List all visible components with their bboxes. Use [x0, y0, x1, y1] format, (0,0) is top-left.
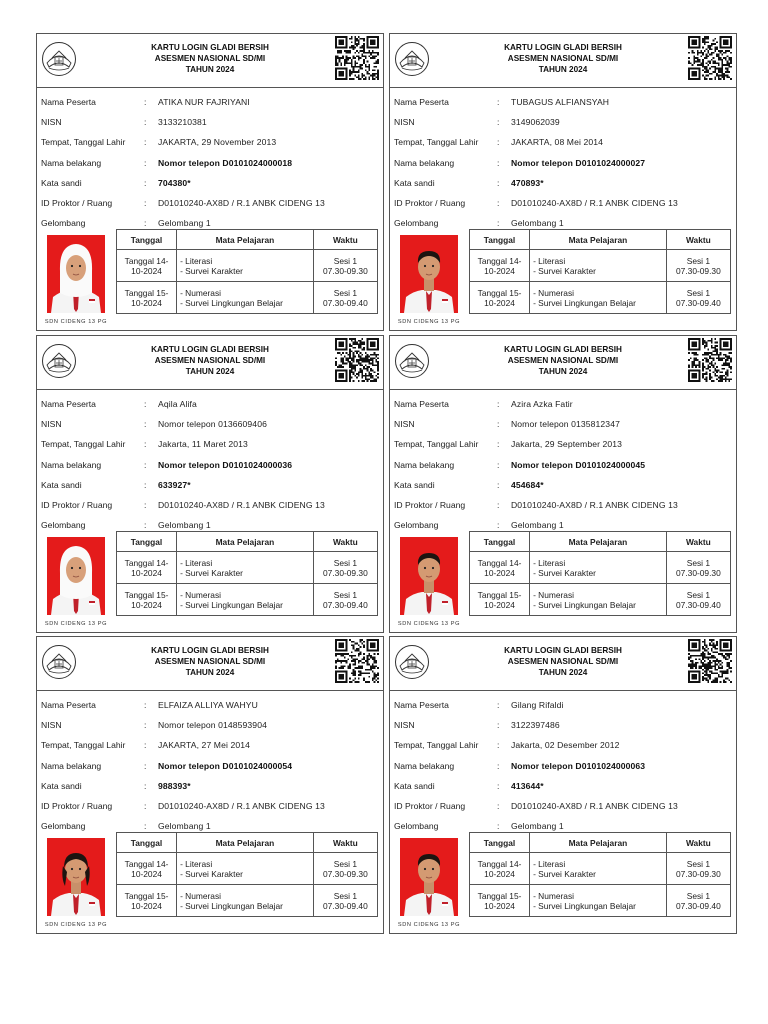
label-gelombang: Gelombang	[394, 520, 439, 531]
value-sandi: 454684*	[511, 479, 544, 490]
value-gelombang: Gelombang 1	[511, 218, 564, 229]
cell-waktu: Sesi 1 07.30-09.30	[666, 552, 730, 584]
participant-info	[41, 695, 381, 836]
row-belakang: Nama belakang : Nomor telepon D0101024000054	[41, 760, 293, 771]
cell-mapel: - Literasi - Survei Karakter	[177, 853, 314, 885]
value-nisn: Nomor telepon 0135812347	[511, 419, 620, 430]
value-gelombang: Gelombang 1	[511, 821, 564, 832]
value-ttl: JAKARTA, 27 Mei 2014	[158, 740, 250, 751]
value-gelombang: Gelombang 1	[158, 821, 211, 832]
row-gelombang: Gelombang : Gelombang 1	[41, 218, 211, 229]
row-nisn: NISN : Nomor telepon 0148593904	[41, 720, 267, 731]
tut-wuri-handayani-logo	[394, 343, 430, 379]
cell-mapel: - Numerasi - Survei Lingkungan Belajar	[530, 282, 667, 314]
title-line-2: ASESMEN NASIONAL SD/MI	[507, 54, 619, 63]
value-nama: ATIKA NUR FAJRIYANI	[158, 97, 250, 108]
row-nama: Nama Peserta : Gilang Rifaldi	[394, 700, 564, 711]
title-line-3: TAHUN 2024	[538, 367, 588, 376]
title-line-3: TAHUN 2024	[185, 65, 235, 74]
title-line-2: ASESMEN NASIONAL SD/MI	[154, 54, 266, 63]
header-waktu: Waktu	[313, 833, 377, 853]
value-proktor: D01010240-AX8D / R.1 ANBK CIDENG 13	[158, 801, 325, 812]
row-sandi: Kata sandi : 470893*	[394, 177, 544, 188]
schedule-table	[469, 531, 731, 616]
cell-mapel: - Literasi - Survei Karakter	[177, 250, 314, 282]
label-proktor: ID Proktor / Ruang	[41, 198, 113, 209]
value-sandi: 704380*	[158, 177, 191, 188]
label-nisn: NISN	[394, 117, 415, 128]
row-proktor: ID Proktor / Ruang : D01010240-AX8D / R.1 ANBK CIDENG 13	[41, 198, 325, 209]
student-portrait	[47, 235, 105, 313]
row-proktor: ID Proktor / Ruang : D01010240-AX8D / R.1 ANBK CIDENG 13	[394, 198, 678, 209]
row-nama: Nama Peserta : TUBAGUS ALFIANSYAH	[394, 97, 610, 108]
value-ttl: JAKARTA, 08 Mei 2014	[511, 137, 603, 148]
label-proktor: ID Proktor / Ruang	[394, 801, 466, 812]
label-ttl: Tempat, Tanggal Lahir	[394, 740, 479, 751]
row-sandi: Kata sandi : 413644*	[394, 780, 544, 791]
value-belakang: Nomor telepon D0101024000063	[511, 760, 646, 771]
title-line-3: TAHUN 2024	[538, 668, 588, 677]
row-ttl: Tempat, Tanggal Lahir : Jakarta, 02 Desember 2012	[394, 740, 620, 751]
schedule-table	[116, 229, 378, 314]
card-header	[390, 637, 736, 691]
cell-mapel: - Numerasi - Survei Lingkungan Belajar	[530, 885, 667, 917]
label-nisn: NISN	[394, 419, 415, 430]
row-nisn: NISN : Nomor telepon 0135812347	[394, 419, 620, 430]
header-tanggal: Tanggal	[470, 532, 530, 552]
label-gelombang: Gelombang	[394, 218, 439, 229]
cell-waktu: Sesi 1 07.30-09.40	[666, 885, 730, 917]
qr-code-icon	[688, 36, 732, 80]
value-nama: Aqila Alifa	[158, 399, 197, 410]
title-line-1: KARTU LOGIN GLADI BERSIH	[504, 43, 622, 52]
cell-tanggal: Tanggal 14-10-2024	[470, 552, 530, 584]
cell-waktu: Sesi 1 07.30-09.30	[313, 853, 377, 885]
cell-tanggal: Tanggal 14-10-2024	[117, 853, 177, 885]
row-nama: Nama Peserta : ATIKA NUR FAJRIYANI	[41, 97, 250, 108]
student-photo	[43, 836, 109, 928]
label-ttl: Tempat, Tanggal Lahir	[41, 439, 126, 450]
header-mapel: Mata Pelajaran	[530, 230, 667, 250]
label-belakang: Nama belakang	[41, 760, 102, 771]
row-sandi: Kata sandi : 988393*	[41, 780, 191, 791]
value-belakang: Nomor telepon D0101024000018	[158, 157, 293, 168]
label-nisn: NISN	[394, 720, 415, 731]
photo-caption: SDN CIDENG 13 PG	[397, 319, 461, 325]
value-nisn: Nomor telepon 0148593904	[158, 720, 267, 731]
photo-caption: SDN CIDENG 13 PG	[44, 319, 108, 325]
card-title	[450, 645, 676, 678]
label-nisn: NISN	[41, 117, 62, 128]
row-gelombang: Gelombang : Gelombang 1	[394, 821, 564, 832]
header-mapel: Mata Pelajaran	[530, 532, 667, 552]
cell-waktu: Sesi 1 07.30-09.40	[666, 584, 730, 616]
tut-wuri-handayani-logo	[41, 644, 77, 680]
value-belakang: Nomor telepon D0101024000036	[158, 459, 293, 470]
label-nama: Nama Peserta	[394, 97, 449, 108]
login-card	[389, 636, 737, 934]
photo-caption: SDN CIDENG 13 PG	[44, 621, 108, 627]
value-nama: ELFAIZA ALLIYA WAHYU	[158, 700, 258, 711]
label-nama: Nama Peserta	[394, 399, 449, 410]
value-proktor: D01010240-AX8D / R.1 ANBK CIDENG 13	[511, 198, 678, 209]
header-waktu: Waktu	[666, 532, 730, 552]
cell-waktu: Sesi 1 07.30-09.30	[313, 552, 377, 584]
cell-tanggal: Tanggal 15-10-2024	[117, 584, 177, 616]
cell-mapel: - Literasi - Survei Karakter	[177, 552, 314, 584]
student-portrait	[400, 838, 458, 916]
value-proktor: D01010240-AX8D / R.1 ANBK CIDENG 13	[158, 198, 325, 209]
schedule-row	[117, 584, 378, 616]
label-belakang: Nama belakang	[394, 760, 455, 771]
schedule-table	[469, 832, 731, 917]
student-portrait	[400, 537, 458, 615]
value-sandi: 988393*	[158, 780, 191, 791]
participant-info	[41, 394, 381, 535]
photo-caption: SDN CIDENG 13 PG	[397, 621, 461, 627]
value-belakang: Nomor telepon D0101024000045	[511, 459, 646, 470]
row-belakang: Nama belakang : Nomor telepon D0101024000045	[394, 459, 646, 470]
label-nama: Nama Peserta	[41, 399, 96, 410]
cell-mapel: - Literasi - Survei Karakter	[530, 250, 667, 282]
cell-waktu: Sesi 1 07.30-09.40	[313, 282, 377, 314]
label-gelombang: Gelombang	[41, 218, 86, 229]
schedule-row	[470, 885, 731, 917]
cell-mapel: - Numerasi - Survei Lingkungan Belajar	[177, 885, 314, 917]
cell-mapel: - Literasi - Survei Karakter	[530, 552, 667, 584]
schedule-header-row	[470, 532, 731, 552]
label-nisn: NISN	[41, 720, 62, 731]
row-gelombang: Gelombang : Gelombang 1	[394, 520, 564, 531]
row-ttl: Tempat, Tanggal Lahir : Jakarta, 29 September 2013	[394, 439, 623, 450]
value-ttl: Jakarta, 29 September 2013	[511, 439, 623, 450]
photo-caption: SDN CIDENG 13 PG	[397, 922, 461, 928]
card-header	[390, 34, 736, 88]
login-card	[36, 33, 384, 331]
value-nisn: 3122397486	[511, 720, 560, 731]
row-nama: Nama Peserta : Aqila Alifa	[41, 399, 197, 410]
title-line-1: KARTU LOGIN GLADI BERSIH	[504, 646, 622, 655]
label-ttl: Tempat, Tanggal Lahir	[394, 439, 479, 450]
cell-tanggal: Tanggal 15-10-2024	[117, 282, 177, 314]
row-gelombang: Gelombang : Gelombang 1	[394, 218, 564, 229]
value-sandi: 470893*	[511, 177, 544, 188]
title-line-1: KARTU LOGIN GLADI BERSIH	[151, 43, 269, 52]
label-belakang: Nama belakang	[394, 459, 455, 470]
value-gelombang: Gelombang 1	[158, 520, 211, 531]
tut-wuri-handayani-logo	[394, 41, 430, 77]
schedule-header-row	[117, 833, 378, 853]
participant-info	[394, 92, 734, 233]
header-mapel: Mata Pelajaran	[530, 833, 667, 853]
label-belakang: Nama belakang	[394, 157, 455, 168]
value-gelombang: Gelombang 1	[511, 520, 564, 531]
value-proktor: D01010240-AX8D / R.1 ANBK CIDENG 13	[158, 500, 325, 511]
cell-waktu: Sesi 1 07.30-09.30	[666, 853, 730, 885]
value-nisn: 3149062039	[511, 117, 560, 128]
label-nama: Nama Peserta	[41, 700, 96, 711]
value-ttl: JAKARTA, 29 November 2013	[158, 137, 277, 148]
cell-tanggal: Tanggal 14-10-2024	[470, 853, 530, 885]
title-line-2: ASESMEN NASIONAL SD/MI	[507, 356, 619, 365]
label-gelombang: Gelombang	[41, 520, 86, 531]
tut-wuri-handayani-logo	[41, 41, 77, 77]
title-line-2: ASESMEN NASIONAL SD/MI	[154, 356, 266, 365]
header-tanggal: Tanggal	[117, 532, 177, 552]
cell-mapel: - Numerasi - Survei Lingkungan Belajar	[177, 584, 314, 616]
row-belakang: Nama belakang : Nomor telepon D0101024000027	[394, 157, 646, 168]
label-ttl: Tempat, Tanggal Lahir	[394, 137, 479, 148]
row-ttl: Tempat, Tanggal Lahir : JAKARTA, 27 Mei 2014	[41, 740, 250, 751]
label-belakang: Nama belakang	[41, 157, 102, 168]
schedule-table	[116, 832, 378, 917]
row-sandi: Kata sandi : 704380*	[41, 177, 191, 188]
value-gelombang: Gelombang 1	[158, 218, 211, 229]
row-proktor: ID Proktor / Ruang : D01010240-AX8D / R.1 ANBK CIDENG 13	[41, 801, 325, 812]
value-nisn: 3133210381	[158, 117, 207, 128]
header-tanggal: Tanggal	[470, 833, 530, 853]
value-sandi: 413644*	[511, 780, 544, 791]
cell-tanggal: Tanggal 15-10-2024	[470, 885, 530, 917]
label-sandi: Kata sandi	[41, 177, 82, 188]
photo-caption: SDN CIDENG 13 PG	[44, 922, 108, 928]
cell-waktu: Sesi 1 07.30-09.40	[313, 885, 377, 917]
card-header	[390, 336, 736, 390]
row-proktor: ID Proktor / Ruang : D01010240-AX8D / R.1 ANBK CIDENG 13	[394, 801, 678, 812]
card-title	[97, 42, 323, 75]
row-nisn: NISN : 3149062039	[394, 117, 560, 128]
row-nisn: NISN : 3133210381	[41, 117, 207, 128]
schedule-row	[117, 853, 378, 885]
photo-background	[47, 537, 105, 615]
participant-info	[394, 695, 734, 836]
row-ttl: Tempat, Tanggal Lahir : JAKARTA, 08 Mei 2014	[394, 137, 603, 148]
cell-waktu: Sesi 1 07.30-09.40	[313, 584, 377, 616]
cell-tanggal: Tanggal 15-10-2024	[470, 282, 530, 314]
label-proktor: ID Proktor / Ruang	[41, 801, 113, 812]
row-sandi: Kata sandi : 454684*	[394, 479, 544, 490]
label-sandi: Kata sandi	[394, 177, 435, 188]
cell-mapel: - Numerasi - Survei Lingkungan Belajar	[177, 282, 314, 314]
label-gelombang: Gelombang	[41, 821, 86, 832]
header-tanggal: Tanggal	[117, 833, 177, 853]
card-title	[97, 344, 323, 377]
label-nama: Nama Peserta	[41, 97, 96, 108]
row-sandi: Kata sandi : 633927*	[41, 479, 191, 490]
qr-code-icon	[335, 639, 379, 683]
label-gelombang: Gelombang	[394, 821, 439, 832]
value-sandi: 633927*	[158, 479, 191, 490]
header-waktu: Waktu	[313, 532, 377, 552]
value-nama: TUBAGUS ALFIANSYAH	[511, 97, 610, 108]
header-mapel: Mata Pelajaran	[177, 230, 314, 250]
row-gelombang: Gelombang : Gelombang 1	[41, 821, 211, 832]
schedule-row	[117, 552, 378, 584]
label-ttl: Tempat, Tanggal Lahir	[41, 137, 126, 148]
schedule-row	[470, 552, 731, 584]
title-line-2: ASESMEN NASIONAL SD/MI	[507, 657, 619, 666]
cell-tanggal: Tanggal 14-10-2024	[117, 250, 177, 282]
card-title	[450, 344, 676, 377]
row-belakang: Nama belakang : Nomor telepon D0101024000018	[41, 157, 293, 168]
title-line-1: KARTU LOGIN GLADI BERSIH	[504, 345, 622, 354]
row-gelombang: Gelombang : Gelombang 1	[41, 520, 211, 531]
value-belakang: Nomor telepon D0101024000054	[158, 760, 293, 771]
qr-code-icon	[335, 36, 379, 80]
cell-waktu: Sesi 1 07.30-09.30	[313, 250, 377, 282]
cell-tanggal: Tanggal 14-10-2024	[117, 552, 177, 584]
title-line-1: KARTU LOGIN GLADI BERSIH	[151, 646, 269, 655]
title-line-1: KARTU LOGIN GLADI BERSIH	[151, 345, 269, 354]
card-header	[37, 637, 383, 691]
header-tanggal: Tanggal	[117, 230, 177, 250]
tut-wuri-handayani-logo	[41, 343, 77, 379]
card-title	[450, 42, 676, 75]
student-portrait	[400, 235, 458, 313]
header-waktu: Waktu	[666, 230, 730, 250]
schedule-header-row	[470, 833, 731, 853]
title-line-2: ASESMEN NASIONAL SD/MI	[154, 657, 266, 666]
qr-code-icon	[335, 338, 379, 382]
label-nama: Nama Peserta	[394, 700, 449, 711]
photo-background	[400, 235, 458, 313]
participant-info	[394, 394, 734, 535]
photo-background	[47, 838, 105, 916]
participant-info	[41, 92, 381, 233]
row-nama: Nama Peserta : ELFAIZA ALLIYA WAHYU	[41, 700, 258, 711]
value-ttl: Jakarta, 02 Desember 2012	[511, 740, 620, 751]
schedule-header-row	[117, 532, 378, 552]
photo-background	[47, 235, 105, 313]
label-proktor: ID Proktor / Ruang	[394, 500, 466, 511]
photo-background	[400, 537, 458, 615]
row-belakang: Nama belakang : Nomor telepon D0101024000036	[41, 459, 293, 470]
schedule-header-row	[117, 230, 378, 250]
value-nama: Azira Azka Fatir	[511, 399, 573, 410]
cell-mapel: - Numerasi - Survei Lingkungan Belajar	[530, 584, 667, 616]
label-belakang: Nama belakang	[41, 459, 102, 470]
value-proktor: D01010240-AX8D / R.1 ANBK CIDENG 13	[511, 801, 678, 812]
qr-code-icon	[688, 338, 732, 382]
value-ttl: Jakarta, 11 Maret 2013	[158, 439, 248, 450]
row-ttl: Tempat, Tanggal Lahir : Jakarta, 11 Maret 2013	[41, 439, 248, 450]
card-header	[37, 34, 383, 88]
qr-code-icon	[688, 639, 732, 683]
student-portrait	[47, 838, 105, 916]
label-proktor: ID Proktor / Ruang	[41, 500, 113, 511]
value-belakang: Nomor telepon D0101024000027	[511, 157, 646, 168]
row-proktor: ID Proktor / Ruang : D01010240-AX8D / R.1 ANBK CIDENG 13	[41, 500, 325, 511]
cell-tanggal: Tanggal 14-10-2024	[470, 250, 530, 282]
label-sandi: Kata sandi	[394, 479, 435, 490]
label-nisn: NISN	[41, 419, 62, 430]
card-header	[37, 336, 383, 390]
cell-tanggal: Tanggal 15-10-2024	[117, 885, 177, 917]
student-photo	[43, 233, 109, 325]
label-sandi: Kata sandi	[394, 780, 435, 791]
label-proktor: ID Proktor / Ruang	[394, 198, 466, 209]
header-mapel: Mata Pelajaran	[177, 532, 314, 552]
value-nisn: Nomor telepon 0136609406	[158, 419, 267, 430]
schedule-row	[470, 282, 731, 314]
label-ttl: Tempat, Tanggal Lahir	[41, 740, 126, 751]
student-photo	[43, 535, 109, 627]
cell-mapel: - Literasi - Survei Karakter	[530, 853, 667, 885]
title-line-3: TAHUN 2024	[185, 668, 235, 677]
login-card	[36, 335, 384, 633]
schedule-row	[470, 584, 731, 616]
cell-tanggal: Tanggal 15-10-2024	[470, 584, 530, 616]
title-line-3: TAHUN 2024	[185, 367, 235, 376]
header-mapel: Mata Pelajaran	[177, 833, 314, 853]
row-proktor: ID Proktor / Ruang : D01010240-AX8D / R.1 ANBK CIDENG 13	[394, 500, 678, 511]
schedule-table	[116, 531, 378, 616]
schedule-row	[117, 250, 378, 282]
card-title	[97, 645, 323, 678]
row-ttl: Tempat, Tanggal Lahir : JAKARTA, 29 November 2013	[41, 137, 277, 148]
schedule-row	[117, 282, 378, 314]
login-card	[389, 335, 737, 633]
value-nama: Gilang Rifaldi	[511, 700, 564, 711]
label-sandi: Kata sandi	[41, 780, 82, 791]
photo-background	[400, 838, 458, 916]
cell-waktu: Sesi 1 07.30-09.40	[666, 282, 730, 314]
student-photo	[396, 233, 462, 325]
cell-waktu: Sesi 1 07.30-09.30	[666, 250, 730, 282]
student-portrait	[47, 537, 105, 615]
student-photo	[396, 535, 462, 627]
student-photo	[396, 836, 462, 928]
header-waktu: Waktu	[666, 833, 730, 853]
row-belakang: Nama belakang : Nomor telepon D0101024000063	[394, 760, 646, 771]
row-nisn: NISN : Nomor telepon 0136609406	[41, 419, 267, 430]
login-card	[389, 33, 737, 331]
schedule-header-row	[470, 230, 731, 250]
header-tanggal: Tanggal	[470, 230, 530, 250]
schedule-table	[469, 229, 731, 314]
tut-wuri-handayani-logo	[394, 644, 430, 680]
row-nama: Nama Peserta : Azira Azka Fatir	[394, 399, 573, 410]
schedule-row	[117, 885, 378, 917]
header-waktu: Waktu	[313, 230, 377, 250]
login-card	[36, 636, 384, 934]
row-nisn: NISN : 3122397486	[394, 720, 560, 731]
schedule-row	[470, 250, 731, 282]
schedule-row	[470, 853, 731, 885]
title-line-3: TAHUN 2024	[538, 65, 588, 74]
value-proktor: D01010240-AX8D / R.1 ANBK CIDENG 13	[511, 500, 678, 511]
label-sandi: Kata sandi	[41, 479, 82, 490]
